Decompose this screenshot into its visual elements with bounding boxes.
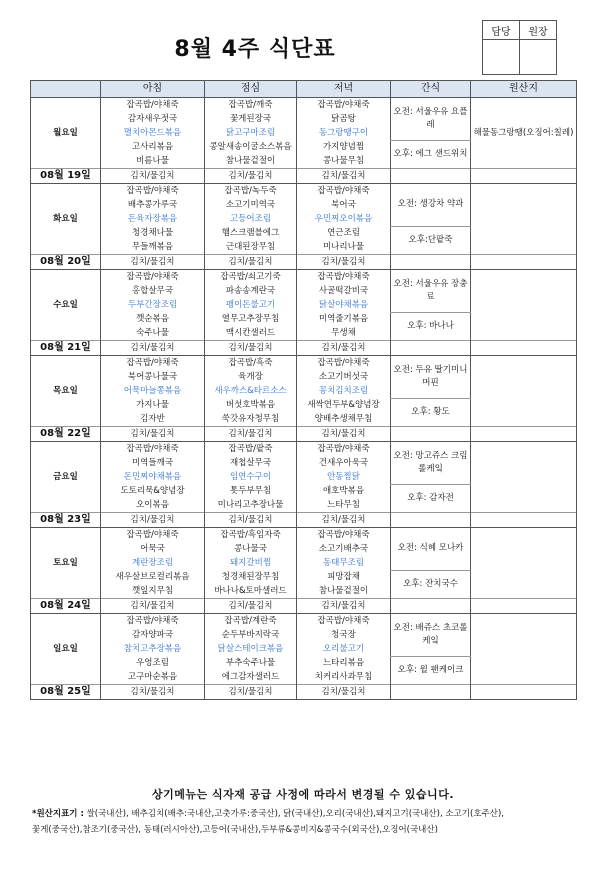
- dinner-dish: 잡곡밥/야채죽: [297, 184, 391, 199]
- menu-row: [31, 685, 577, 700]
- lunch-dish: 김치/물김치: [205, 599, 297, 614]
- breakfast-dish: 김치/물김치: [101, 255, 205, 270]
- menu-row: [31, 670, 577, 685]
- breakfast-dish: 우엉조림: [101, 656, 205, 670]
- menu-row: [31, 255, 577, 270]
- menu-row: [31, 184, 577, 199]
- origin-empty: [471, 656, 577, 670]
- breakfast-dish: 멸치아몬드볶음: [101, 126, 205, 140]
- lunch-dish: 김치/물김치: [205, 169, 297, 184]
- origin-empty: [471, 427, 577, 442]
- breakfast-dish: 청경채나물: [101, 226, 205, 240]
- menu-row: [31, 198, 577, 212]
- lunch-dish: 잡곡밥/쇠고기죽: [205, 270, 297, 285]
- dinner-dish: 피망잡채: [297, 570, 391, 584]
- lunch-dish: 새우까스&타르소스: [205, 384, 297, 398]
- menu-row: [31, 642, 577, 656]
- dinner-dish: 김치/물김치: [297, 513, 391, 528]
- breakfast-dish: 가지나물: [101, 398, 205, 412]
- dinner-dish: 안동찜닭: [297, 470, 391, 484]
- snack-empty: [391, 427, 471, 442]
- menu-row: [31, 614, 577, 629]
- origin-empty: [471, 570, 577, 584]
- lunch-dish: 소고기미역국: [205, 198, 297, 212]
- snack-morning: 오전: 서울우유 장충료: [391, 270, 471, 313]
- breakfast-dish: 김치/물김치: [101, 341, 205, 356]
- snack-afternoon: 오후: 윌 팬케이크: [391, 656, 471, 685]
- breakfast-dish: 잡곡밥/야채죽: [101, 528, 205, 543]
- snack-afternoon: 오후: 황도: [391, 398, 471, 427]
- origin-empty: [471, 542, 577, 556]
- dinner-dish: 잡곡밥/야채죽: [297, 98, 391, 113]
- snack-empty: [391, 169, 471, 184]
- approval-sign-director[interactable]: [520, 40, 557, 75]
- approval-sign-manager[interactable]: [483, 40, 520, 75]
- breakfast-dish: 김치/물김치: [101, 169, 205, 184]
- lunch-dish: 잡곡밥/팥죽: [205, 442, 297, 457]
- breakfast-dish: 미역들깨국: [101, 456, 205, 470]
- dinner-dish: 잡곡밥/야채죽: [297, 270, 391, 285]
- origin-line-1: 쌀(국내산), 배추김치(배추:국내산,고춧가루:중국산), 닭(국내산),오리(국내산),돼지고기(국내산), 소고기(호주산),: [86, 809, 504, 819]
- dinner-dish: 치커리사과무침: [297, 670, 391, 685]
- dinner-dish: 연근조림: [297, 226, 391, 240]
- origin-empty: [471, 312, 577, 326]
- origin-empty: [471, 584, 577, 599]
- lunch-dish: 파송송계란국: [205, 284, 297, 298]
- lunch-dish: 부추숙주나물: [205, 656, 297, 670]
- menu-row: [31, 584, 577, 599]
- lunch-dish: 재첩살무국: [205, 456, 297, 470]
- snack-morning: 오전: 서울우유 요플레: [391, 98, 471, 141]
- lunch-dish: 열무고추장무침: [205, 312, 297, 326]
- lunch-dish: 톳두부무침: [205, 484, 297, 498]
- lunch-dish: 김치/물김치: [205, 255, 297, 270]
- menu-row: [31, 656, 577, 670]
- snack-empty: [391, 255, 471, 270]
- breakfast-dish: 김치/물김치: [101, 685, 205, 700]
- breakfast-dish: 오이볶음: [101, 498, 205, 513]
- origin-empty: [471, 498, 577, 513]
- snack-afternoon: 오후: 감자전: [391, 484, 471, 513]
- breakfast-dish: 고사리볶음: [101, 140, 205, 154]
- lunch-dish: 콩알새송이굴소스볶음: [205, 140, 297, 154]
- menu-row: [31, 240, 577, 255]
- origin-empty: [471, 670, 577, 685]
- lunch-dish: 잡곡밥/흑죽: [205, 356, 297, 371]
- origin-empty: [471, 384, 577, 398]
- menu-row: [31, 442, 577, 457]
- breakfast-dish: 두부간장조림: [101, 298, 205, 312]
- breakfast-dish: 비름나물: [101, 154, 205, 169]
- breakfast-dish: 김치/물김치: [101, 427, 205, 442]
- day-name: 목요일: [31, 356, 101, 427]
- dinner-dish: 김치/물김치: [297, 341, 391, 356]
- day-date: 08월 24일: [31, 599, 101, 614]
- dinner-dish: 사골떡갈비국: [297, 284, 391, 298]
- dinner-dish: 무생채: [297, 326, 391, 341]
- dinner-dish: 미역줄기볶음: [297, 312, 391, 326]
- breakfast-dish: 배추콩가루국: [101, 198, 205, 212]
- breakfast-dish: 홍합살무국: [101, 284, 205, 298]
- menu-row: [31, 456, 577, 470]
- menu-row: [31, 412, 577, 427]
- breakfast-dish: 잡곡밥/야채죽: [101, 442, 205, 457]
- dinner-dish: 건새우아욱국: [297, 456, 391, 470]
- day-date: 08월 22일: [31, 427, 101, 442]
- breakfast-dish: 잡곡밥/야채죽: [101, 356, 205, 371]
- dinner-dish: 닭곰탕: [297, 112, 391, 126]
- origin-empty: [471, 370, 577, 384]
- breakfast-dish: 김치/물김치: [101, 513, 205, 528]
- lunch-dish: 맥시칸샐러드: [205, 326, 297, 341]
- breakfast-dish: 도토리묵&양념장: [101, 484, 205, 498]
- day-date: 08월 19일: [31, 169, 101, 184]
- origin-empty: [471, 412, 577, 427]
- menu-row: [31, 470, 577, 484]
- menu-row: [31, 356, 577, 371]
- lunch-dish: 쑥갓유자청무침: [205, 412, 297, 427]
- origin-empty: [471, 169, 577, 184]
- breakfast-dish: 김자반: [101, 412, 205, 427]
- origin-empty: [471, 398, 577, 412]
- menu-row: [31, 312, 577, 326]
- breakfast-dish: 무들깨볶음: [101, 240, 205, 255]
- origin-empty: [471, 240, 577, 255]
- dinner-dish: 김치/물김치: [297, 599, 391, 614]
- origin-empty: [471, 442, 577, 457]
- menu-row: [31, 542, 577, 556]
- dinner-dish: 김치/물김치: [297, 169, 391, 184]
- dinner-dish: 새싹연두부&양념장: [297, 398, 391, 412]
- origin-empty: [471, 270, 577, 285]
- origin-empty: [471, 198, 577, 212]
- breakfast-dish: 깻잎지무침: [101, 584, 205, 599]
- breakfast-dish: 숙주나물: [101, 326, 205, 341]
- dinner-dish: 잡곡밥/야채죽: [297, 442, 391, 457]
- header-day: [31, 81, 101, 98]
- header-dinner: 저녁: [297, 81, 391, 98]
- dinner-dish: 소고기배추국: [297, 542, 391, 556]
- origin-labeling: [32, 806, 582, 838]
- lunch-dish: 근대된장무침: [205, 240, 297, 255]
- breakfast-dish: 돈민찌야채볶음: [101, 470, 205, 484]
- snack-morning: 오전: 식혜 모나카: [391, 528, 471, 571]
- approval-label-director: 원장: [520, 21, 557, 40]
- origin-empty: [471, 184, 577, 199]
- snack-afternoon: 오후:단팥죽: [391, 226, 471, 255]
- origin-empty: [471, 556, 577, 570]
- menu-row: [31, 270, 577, 285]
- change-notice: 상기메뉴는 식자재 공급 사정에 따라서 변경될 수 있습니다.: [151, 788, 454, 801]
- day-name: 화요일: [31, 184, 101, 255]
- origin-empty: [471, 284, 577, 298]
- menu-row: [31, 284, 577, 298]
- day-name: 월요일: [31, 98, 101, 169]
- lunch-dish: 잡곡밥/깨죽: [205, 98, 297, 113]
- dinner-dish: 꽁치김치조림: [297, 384, 391, 398]
- origin-empty: [471, 599, 577, 614]
- snack-morning: 오전: 생강차 약과: [391, 184, 471, 227]
- origin-empty: [471, 642, 577, 656]
- dinner-dish: 오리불고기: [297, 642, 391, 656]
- breakfast-dish: 계란장조림: [101, 556, 205, 570]
- lunch-dish: 임연수구이: [205, 470, 297, 484]
- lunch-dish: 청경채된장무침: [205, 570, 297, 584]
- snack-morning: 오전: 망고쥬스 크림롤케잌: [391, 442, 471, 485]
- dinner-dish: 청국장: [297, 628, 391, 642]
- lunch-dish: 참나물겉절이: [205, 154, 297, 169]
- menu-row: [31, 326, 577, 341]
- lunch-dish: 잡곡밥/계란죽: [205, 614, 297, 629]
- table-header-row: [31, 81, 577, 98]
- day-date: 08월 25일: [31, 685, 101, 700]
- snack-empty: [391, 341, 471, 356]
- origin-empty: [471, 255, 577, 270]
- lunch-dish: 미나리고추장나물: [205, 498, 297, 513]
- origin-info: 해물동그랑땡(오징어:칠레): [471, 98, 577, 169]
- dinner-dish: 가지양념찜: [297, 140, 391, 154]
- dinner-dish: 느타리볶음: [297, 656, 391, 670]
- breakfast-dish: 깻순볶음: [101, 312, 205, 326]
- menu-row: [31, 570, 577, 584]
- lunch-dish: 에그감자샐러드: [205, 670, 297, 685]
- origin-empty: [471, 341, 577, 356]
- menu-row: [31, 226, 577, 240]
- origin-empty: [471, 212, 577, 226]
- snack-empty: [391, 513, 471, 528]
- meal-table: [30, 80, 577, 700]
- lunch-dish: 꽃게된장국: [205, 112, 297, 126]
- snack-afternoon: 오후: 잔치국수: [391, 570, 471, 599]
- dinner-dish: 잡곡밥/야채죽: [297, 614, 391, 629]
- origin-empty: [471, 628, 577, 642]
- dinner-dish: 참나물겉절이: [297, 584, 391, 599]
- breakfast-dish: 잡곡밥/야채죽: [101, 98, 205, 113]
- menu-row: [31, 298, 577, 312]
- breakfast-dish: 돈육자장볶음: [101, 212, 205, 226]
- breakfast-dish: 어묵마늘쫑볶음: [101, 384, 205, 398]
- day-date: 08월 23일: [31, 513, 101, 528]
- dinner-dish: 김치/물김치: [297, 685, 391, 700]
- menu-row: [31, 212, 577, 226]
- breakfast-dish: 감자양파국: [101, 628, 205, 642]
- lunch-dish: 육개장: [205, 370, 297, 384]
- dinner-dish: 콩나물무침: [297, 154, 391, 169]
- origin-line-2: 꽃게(중국산),참조기(중국산), 동태(러시아산),고등어(국내산),두부류&콩비지&콩국수(외국산),오징어(국내산): [32, 825, 438, 835]
- header-origin: 원산지: [471, 81, 577, 98]
- snack-empty: [391, 685, 471, 700]
- menu-row: [31, 498, 577, 513]
- menu-row: [31, 370, 577, 384]
- approval-box: [482, 20, 557, 75]
- day-date: 08월 21일: [31, 341, 101, 356]
- breakfast-dish: 잡곡밥/야채죽: [101, 184, 205, 199]
- lunch-dish: 순두부바지락국: [205, 628, 297, 642]
- snack-afternoon: 오후: 바나나: [391, 312, 471, 341]
- breakfast-dish: 북어콩나물국: [101, 370, 205, 384]
- header-lunch: 점심: [205, 81, 297, 98]
- lunch-dish: 잡곡밥/녹두죽: [205, 184, 297, 199]
- origin-empty: [471, 614, 577, 629]
- lunch-dish: 고등어조림: [205, 212, 297, 226]
- origin-empty: [471, 298, 577, 312]
- breakfast-dish: 감자새우젓국: [101, 112, 205, 126]
- breakfast-dish: 잡곡밥/야채죽: [101, 614, 205, 629]
- menu-row: [31, 169, 577, 184]
- dinner-dish: 우민찌오이볶음: [297, 212, 391, 226]
- breakfast-dish: 김치/물김치: [101, 599, 205, 614]
- dinner-dish: 잡곡밥/야채죽: [297, 356, 391, 371]
- lunch-dish: 버섯호박볶음: [205, 398, 297, 412]
- origin-empty: [471, 685, 577, 700]
- header-snack: 간식: [391, 81, 471, 98]
- page-title: 8월 4주 식단표: [174, 37, 336, 62]
- approval-label-manager: 담당: [483, 21, 520, 40]
- menu-row: [31, 628, 577, 642]
- origin-empty: [471, 356, 577, 371]
- snack-morning: 오전: 두유 딸기미니머핀: [391, 356, 471, 399]
- lunch-dish: 콩나물국: [205, 542, 297, 556]
- lunch-dish: 돼지갈비찜: [205, 556, 297, 570]
- dinner-dish: 잡곡밥/야채죽: [297, 528, 391, 543]
- dinner-dish: 북어국: [297, 198, 391, 212]
- lunch-dish: 김치/물김치: [205, 685, 297, 700]
- lunch-dish: 바나나&토마샐러드: [205, 584, 297, 599]
- day-date: 08월 20일: [31, 255, 101, 270]
- origin-empty: [471, 326, 577, 341]
- lunch-dish: 김치/물김치: [205, 341, 297, 356]
- dinner-dish: 김치/물김치: [297, 255, 391, 270]
- origin-label: *원산지표기 :: [32, 809, 84, 819]
- lunch-dish: 닭살스테이크볶음: [205, 642, 297, 656]
- origin-empty: [471, 456, 577, 470]
- origin-empty: [471, 528, 577, 543]
- snack-empty: [391, 599, 471, 614]
- day-name: 수요일: [31, 270, 101, 341]
- origin-empty: [471, 226, 577, 240]
- origin-empty: [471, 470, 577, 484]
- menu-row: [31, 398, 577, 412]
- menu-row: [31, 599, 577, 614]
- menu-row: [31, 384, 577, 398]
- origin-empty: [471, 513, 577, 528]
- dinner-dish: 소고기버섯국: [297, 370, 391, 384]
- menu-row: [31, 341, 577, 356]
- breakfast-dish: 어묵국: [101, 542, 205, 556]
- dinner-dish: 양배추생채무침: [297, 412, 391, 427]
- dinner-dish: 동그랑땡구이: [297, 126, 391, 140]
- menu-row: [31, 528, 577, 543]
- snack-morning: 오전: 배쥬스 초코롤케잌: [391, 614, 471, 657]
- header-breakfast: 아침: [101, 81, 205, 98]
- menu-row: [31, 427, 577, 442]
- dinner-dish: 느타무침: [297, 498, 391, 513]
- dinner-dish: 동태무조림: [297, 556, 391, 570]
- menu-row: [31, 98, 577, 113]
- breakfast-dish: 새우살브로컬리볶음: [101, 570, 205, 584]
- menu-row: [31, 484, 577, 498]
- breakfast-dish: 참치고추장볶음: [101, 642, 205, 656]
- lunch-dish: 잡곡밥/흑임자죽: [205, 528, 297, 543]
- breakfast-dish: 잡곡밥/야채죽: [101, 270, 205, 285]
- lunch-dish: 김치/물김치: [205, 513, 297, 528]
- day-name: 일요일: [31, 614, 101, 685]
- day-name: 토요일: [31, 528, 101, 599]
- breakfast-dish: 고구마순볶음: [101, 670, 205, 685]
- dinner-dish: 미나리나물: [297, 240, 391, 255]
- dinner-dish: 김치/물김치: [297, 427, 391, 442]
- dinner-dish: 닭살야채볶음: [297, 298, 391, 312]
- lunch-dish: 팽이돈불고기: [205, 298, 297, 312]
- menu-row: [31, 513, 577, 528]
- menu-row: [31, 556, 577, 570]
- snack-afternoon: 오후: 에그 샌드위치: [391, 140, 471, 169]
- lunch-dish: 김치/물김치: [205, 427, 297, 442]
- origin-empty: [471, 484, 577, 498]
- dinner-dish: 애호박볶음: [297, 484, 391, 498]
- lunch-dish: 햄스크램블에그: [205, 226, 297, 240]
- day-name: 금요일: [31, 442, 101, 513]
- lunch-dish: 닭고구마조림: [205, 126, 297, 140]
